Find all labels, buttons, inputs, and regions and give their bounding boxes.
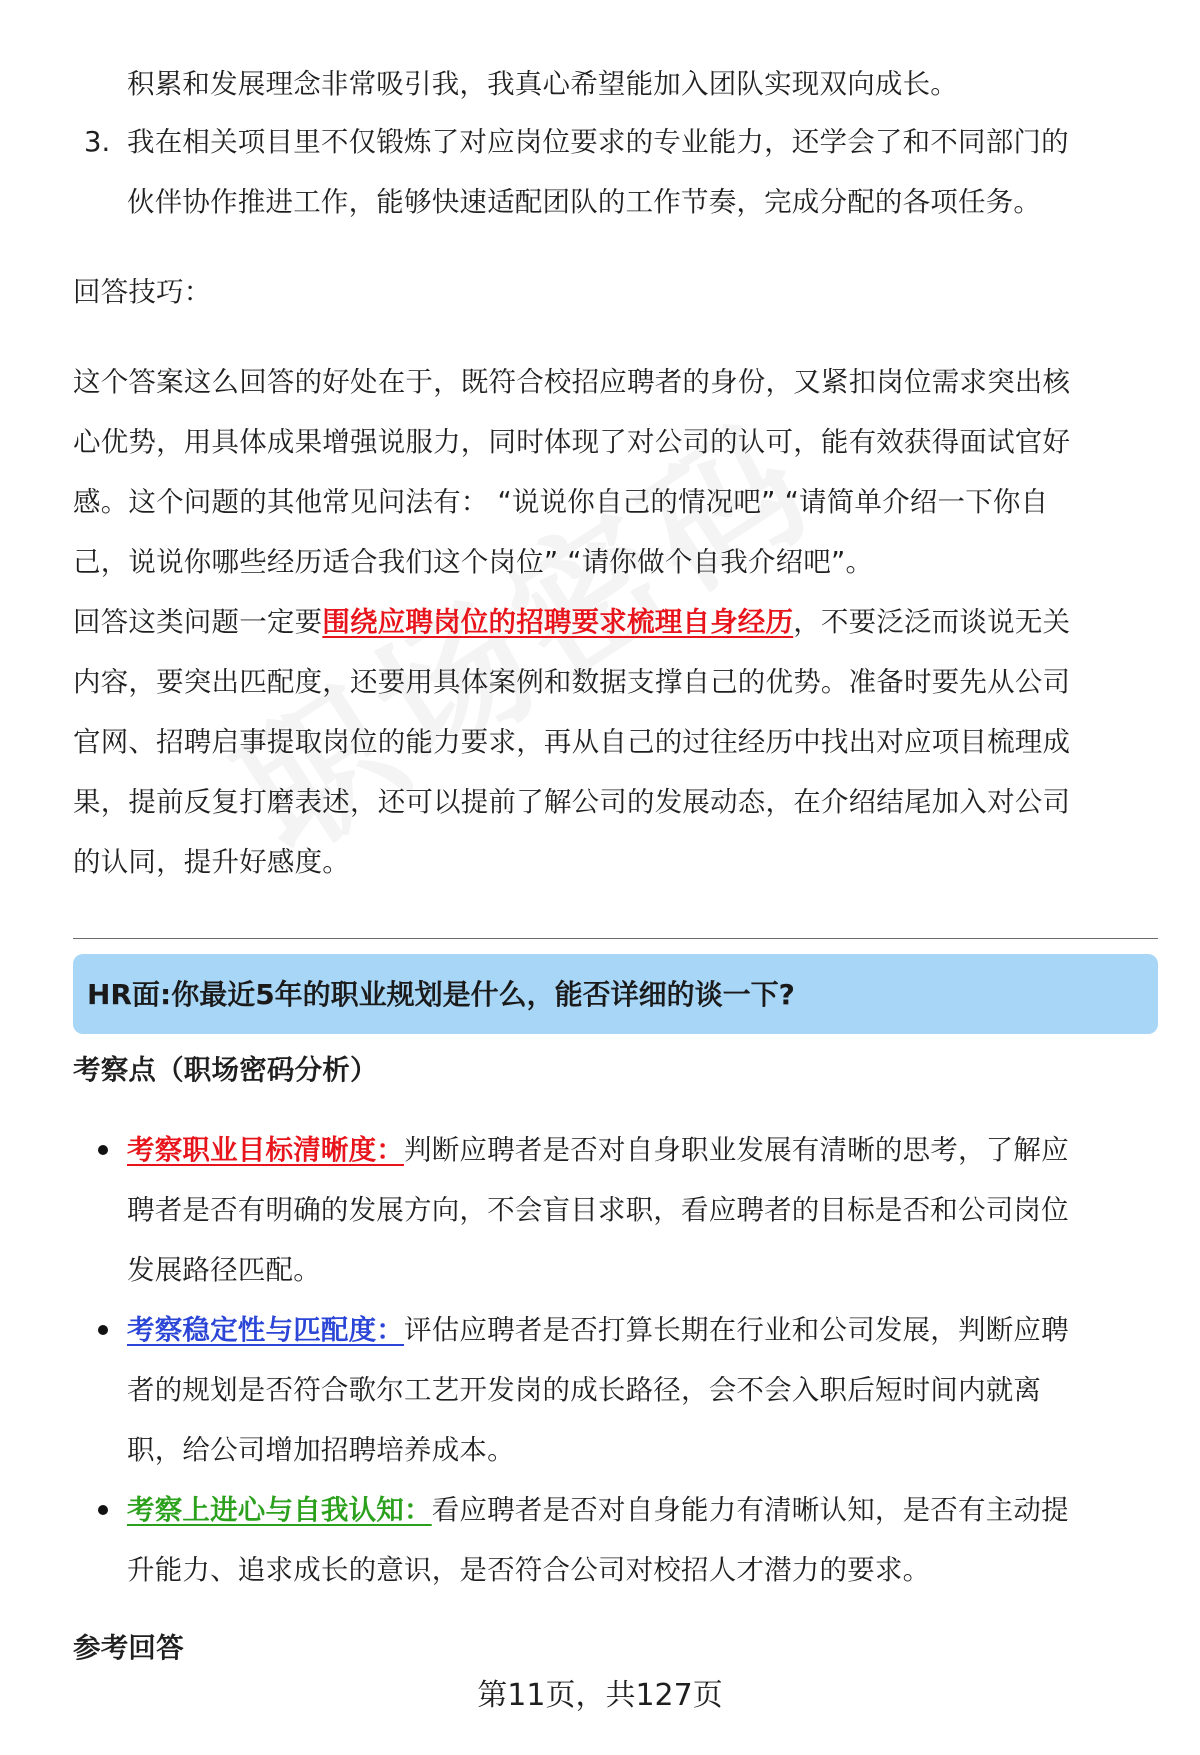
list-number-3: 3. xyxy=(84,126,111,158)
bullet-dot xyxy=(98,1505,108,1515)
exam-point-3-line-1 xyxy=(127,1480,1148,1540)
exam-point-1-line-1 xyxy=(127,1120,1148,1180)
answer-line-5: 的认同，提升好感度。 xyxy=(73,846,350,878)
exam-point-3-label: 考察上进心与自我认知： xyxy=(127,1494,432,1526)
answer-line-2: 内容，要突出匹配度，还要用具体案例和数据支撑自己的优势。准备时要先从公司 xyxy=(73,666,1071,698)
answer-prefix: 回答这类问题一定要 xyxy=(73,606,323,638)
exam-point-2-line-2: 者的规划是否符合歌尔工艺开发岗的成长路径，会不会入职后短时间内就离 xyxy=(127,1374,1042,1406)
exam-point-2-first: 评估应聘者是否打算长期在行业和公司发展，判断应聘 xyxy=(404,1314,1069,1346)
tips-line-3: 感。这个问题的其他常见问法有： “说说你自己的情况吧” “请简单介绍一下你自 xyxy=(73,486,1049,518)
intro-line: 积累和发展理念非常吸引我，我真心希望能加入团队实现双向成长。 xyxy=(127,68,958,100)
bullet-dot xyxy=(98,1145,108,1155)
item3-line2: 伙伴协作推进工作，能够快速适配团队的工作节奏，完成分配的各项任务。 xyxy=(127,186,1042,218)
exam-point-1-line-2: 聘者是否有明确的发展方向，不会盲目求职，看应聘者的目标是否和公司岗位 xyxy=(127,1194,1069,1226)
exam-point-2-line-3: 职，给公司增加招聘培养成本。 xyxy=(127,1434,515,1466)
exam-point-1-first: 判断应聘者是否对自身职业发展有清晰的思考，了解应 xyxy=(404,1134,1069,1166)
exam-heading: 考察点（职场密码分析） xyxy=(73,1054,378,1086)
tips-heading: 回答技巧： xyxy=(73,276,212,308)
answer-highlight: 围绕应聘岗位的招聘要求梳理自身经历 xyxy=(322,606,794,638)
exam-point-1-line-3: 发展路径匹配。 xyxy=(127,1254,321,1286)
exam-point-1-label: 考察职业目标清晰度： xyxy=(127,1134,404,1166)
item3-line1: 我在相关项目里不仅锻炼了对应岗位要求的专业能力，还学会了和不同部门的 xyxy=(127,126,1069,158)
page-footer: 第11页，共127页 xyxy=(477,1678,723,1713)
exam-point-3-first: 看应聘者是否对自身能力有清晰认知，是否有主动提 xyxy=(431,1494,1069,1526)
section-divider xyxy=(73,938,1158,939)
answer-line-3: 官网、招聘启事提取岗位的能力要求，再从自己的过往经历中找出对应项目梳理成 xyxy=(73,726,1071,758)
tips-line-4: 己，说说你哪些经历适合我们这个岗位” “请你做个自我介绍吧”。 xyxy=(73,546,874,578)
answer-line-4: 果，提前反复打磨表述，还可以提前了解公司的发展动态，在介绍结尾加入对公司 xyxy=(73,786,1071,818)
exam-point-3-line-2: 升能力、追求成长的意识，是否符合公司对校招人才潜力的要求。 xyxy=(127,1554,931,1586)
exam-point-2-line-1 xyxy=(127,1300,1148,1360)
exam-point-2-label: 考察稳定性与匹配度： xyxy=(127,1314,404,1346)
answer-suffix: ，不要泛泛而谈说无关 xyxy=(793,606,1071,638)
answer-line-1 xyxy=(73,592,1148,652)
bullet-dot xyxy=(98,1325,108,1335)
reference-heading: 参考回答 xyxy=(73,1632,184,1664)
tips-line-1: 这个答案这么回答的好处在于，既符合校招应聘者的身份，又紧扣岗位需求突出核 xyxy=(73,366,1071,398)
question-title: HR面:你最近5年的职业规划是什么，能否详细的谈一下? xyxy=(87,978,795,1011)
tips-line-2: 心优势，用具体成果增强说服力，同时体现了对公司的认可，能有效获得面试官好 xyxy=(73,426,1071,458)
